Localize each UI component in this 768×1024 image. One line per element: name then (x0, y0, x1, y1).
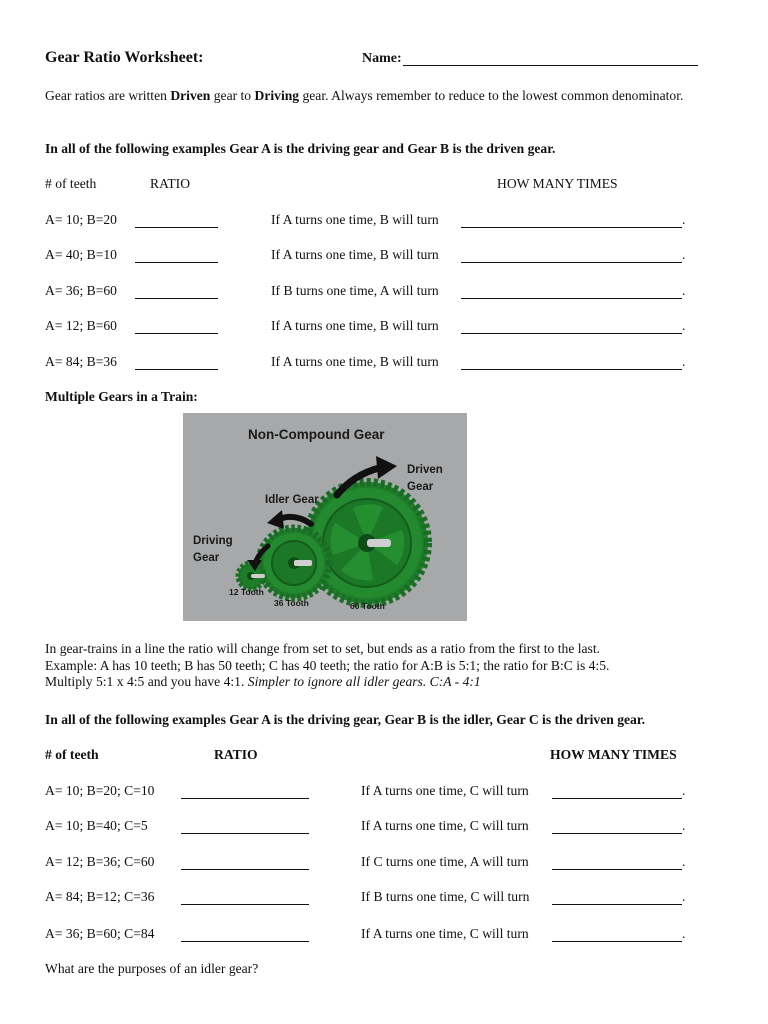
times-answer-field[interactable] (461, 214, 682, 228)
row-question: If A turns one time, B will turn (271, 318, 439, 333)
paragraph-line-3: Multiply 5:1 x 4:5 and you have 4:1. Simpler to ignore all idler gears. C:A - 4:1 (45, 674, 481, 689)
idler-arrowhead-icon (267, 510, 284, 529)
paragraph-line-2: Example: A has 10 teeth; B has 50 teeth; C has 40 teeth; the ratio for A:B is 5:1; the ratio for B:C is 4:5. (45, 657, 610, 673)
period: . (682, 283, 686, 298)
times-answer-field[interactable] (552, 785, 682, 799)
worksheet-title: Gear Ratio Worksheet: (45, 49, 204, 66)
figure-driving-label-1: Driving (193, 535, 233, 547)
figure-36-tooth-label: 36 Tooth (274, 598, 309, 608)
times-answer-field[interactable] (461, 285, 682, 299)
times-answer-field[interactable] (461, 249, 682, 263)
row-label: A= 10; B=20; C=10 (45, 783, 155, 798)
idler-gear (259, 528, 329, 598)
times-answer-field[interactable] (552, 856, 682, 870)
times-answer-field[interactable] (552, 891, 682, 905)
period: . (682, 212, 686, 227)
gear-train-paragraph (45, 641, 735, 691)
figure-idler-label: Idler Gear (265, 494, 319, 506)
ratio-answer-field[interactable] (135, 285, 218, 299)
row-question: If A turns one time, C will turn (361, 818, 529, 833)
gear-train-illustration (183, 413, 467, 621)
ratio-answer-field[interactable] (135, 249, 218, 263)
row-question: If A turns one time, B will turn (271, 354, 439, 369)
row-question: If A turns one time, C will turn (361, 926, 529, 941)
row-question: If A turns one time, B will turn (271, 212, 439, 227)
row-label: A= 12; B=60 (45, 318, 117, 333)
row-question: If A turns one time, B will turn (271, 247, 439, 262)
figure-driven-label-2: Gear (407, 481, 434, 493)
paragraph-line-1: In gear-trains in a line the ratio will change from set to set, but ends as a ratio from the first to the last. (45, 641, 601, 656)
row-label: A= 84; B=12; C=36 (45, 889, 155, 904)
ratio-answer-field[interactable] (181, 785, 309, 799)
ratio-answer-field[interactable] (181, 856, 309, 870)
figure-title: Non-Compound Gear (248, 427, 385, 442)
ratio-answer-field[interactable] (181, 820, 309, 834)
ratio-answer-field[interactable] (181, 891, 309, 905)
name-label: Name: (362, 51, 402, 66)
period: . (682, 926, 686, 941)
period: . (682, 354, 686, 369)
figure-driving-label-2: Gear (193, 552, 220, 564)
figure-12-tooth-label: 12 Tooth (229, 587, 264, 597)
section1-col-ratio: RATIO (150, 176, 191, 191)
ratio-answer-field[interactable] (135, 356, 218, 370)
row-question: If B turns one time, C will turn (361, 889, 530, 904)
period: . (682, 818, 686, 833)
section1-col-teeth: # of teeth (45, 176, 97, 191)
paragraph-italic-note: Simpler to ignore all idler gears. C:A - 4:1 (247, 674, 481, 689)
period: . (682, 318, 686, 333)
name-field[interactable] (403, 52, 698, 66)
row-label: A= 84; B=36 (45, 354, 117, 369)
ratio-answer-field[interactable] (181, 928, 309, 942)
section1-instruction: In all of the following examples Gear A is the driving gear and Gear B is the driven gear. (45, 141, 556, 156)
driven-arrowhead-icon (376, 456, 397, 479)
intro-text: Gear ratios are written Driven gear to Driving gear. Always remember to reduce to the lowest common denominator. (45, 88, 684, 103)
row-label: A= 40; B=10 (45, 247, 117, 262)
figure-60-tooth-label: 60 Tooth (350, 601, 385, 611)
section2-col-ratio: RATIO (214, 747, 258, 762)
section2-col-times: HOW MANY TIMES (550, 747, 677, 762)
period: . (682, 889, 686, 904)
trains-heading: Multiple Gears in a Train: (45, 389, 198, 404)
row-label: A= 10; B=40; C=5 (45, 818, 148, 833)
row-question: If C turns one time, A will turn (361, 854, 529, 869)
row-label: A= 10; B=20 (45, 212, 117, 227)
figure-driven-label-1: Driven (407, 464, 443, 476)
times-answer-field[interactable] (552, 928, 682, 942)
driving-gear (238, 563, 265, 589)
row-question: If B turns one time, A will turn (271, 283, 439, 298)
row-label: A= 36; B=60 (45, 283, 117, 298)
period: . (682, 247, 686, 262)
final-question: What are the purposes of an idler gear? (45, 961, 259, 976)
ratio-answer-field[interactable] (135, 214, 218, 228)
period: . (682, 854, 686, 869)
period: . (682, 783, 686, 798)
times-answer-field[interactable] (552, 820, 682, 834)
row-label: A= 12; B=36; C=60 (45, 854, 155, 869)
row-question: If A turns one time, C will turn (361, 783, 529, 798)
ratio-answer-field[interactable] (135, 320, 218, 334)
section1-col-times: HOW MANY TIMES (497, 176, 618, 191)
gear-train-figure (183, 413, 467, 621)
section2-col-teeth: # of teeth (45, 747, 99, 762)
row-label: A= 36; B=60; C=84 (45, 926, 155, 941)
times-answer-field[interactable] (461, 320, 682, 334)
section2-instruction: In all of the following examples Gear A is the driving gear, Gear B is the idler, Gear C is the driven gear. (45, 712, 646, 727)
idler-arrow-icon (279, 517, 311, 524)
times-answer-field[interactable] (461, 356, 682, 370)
